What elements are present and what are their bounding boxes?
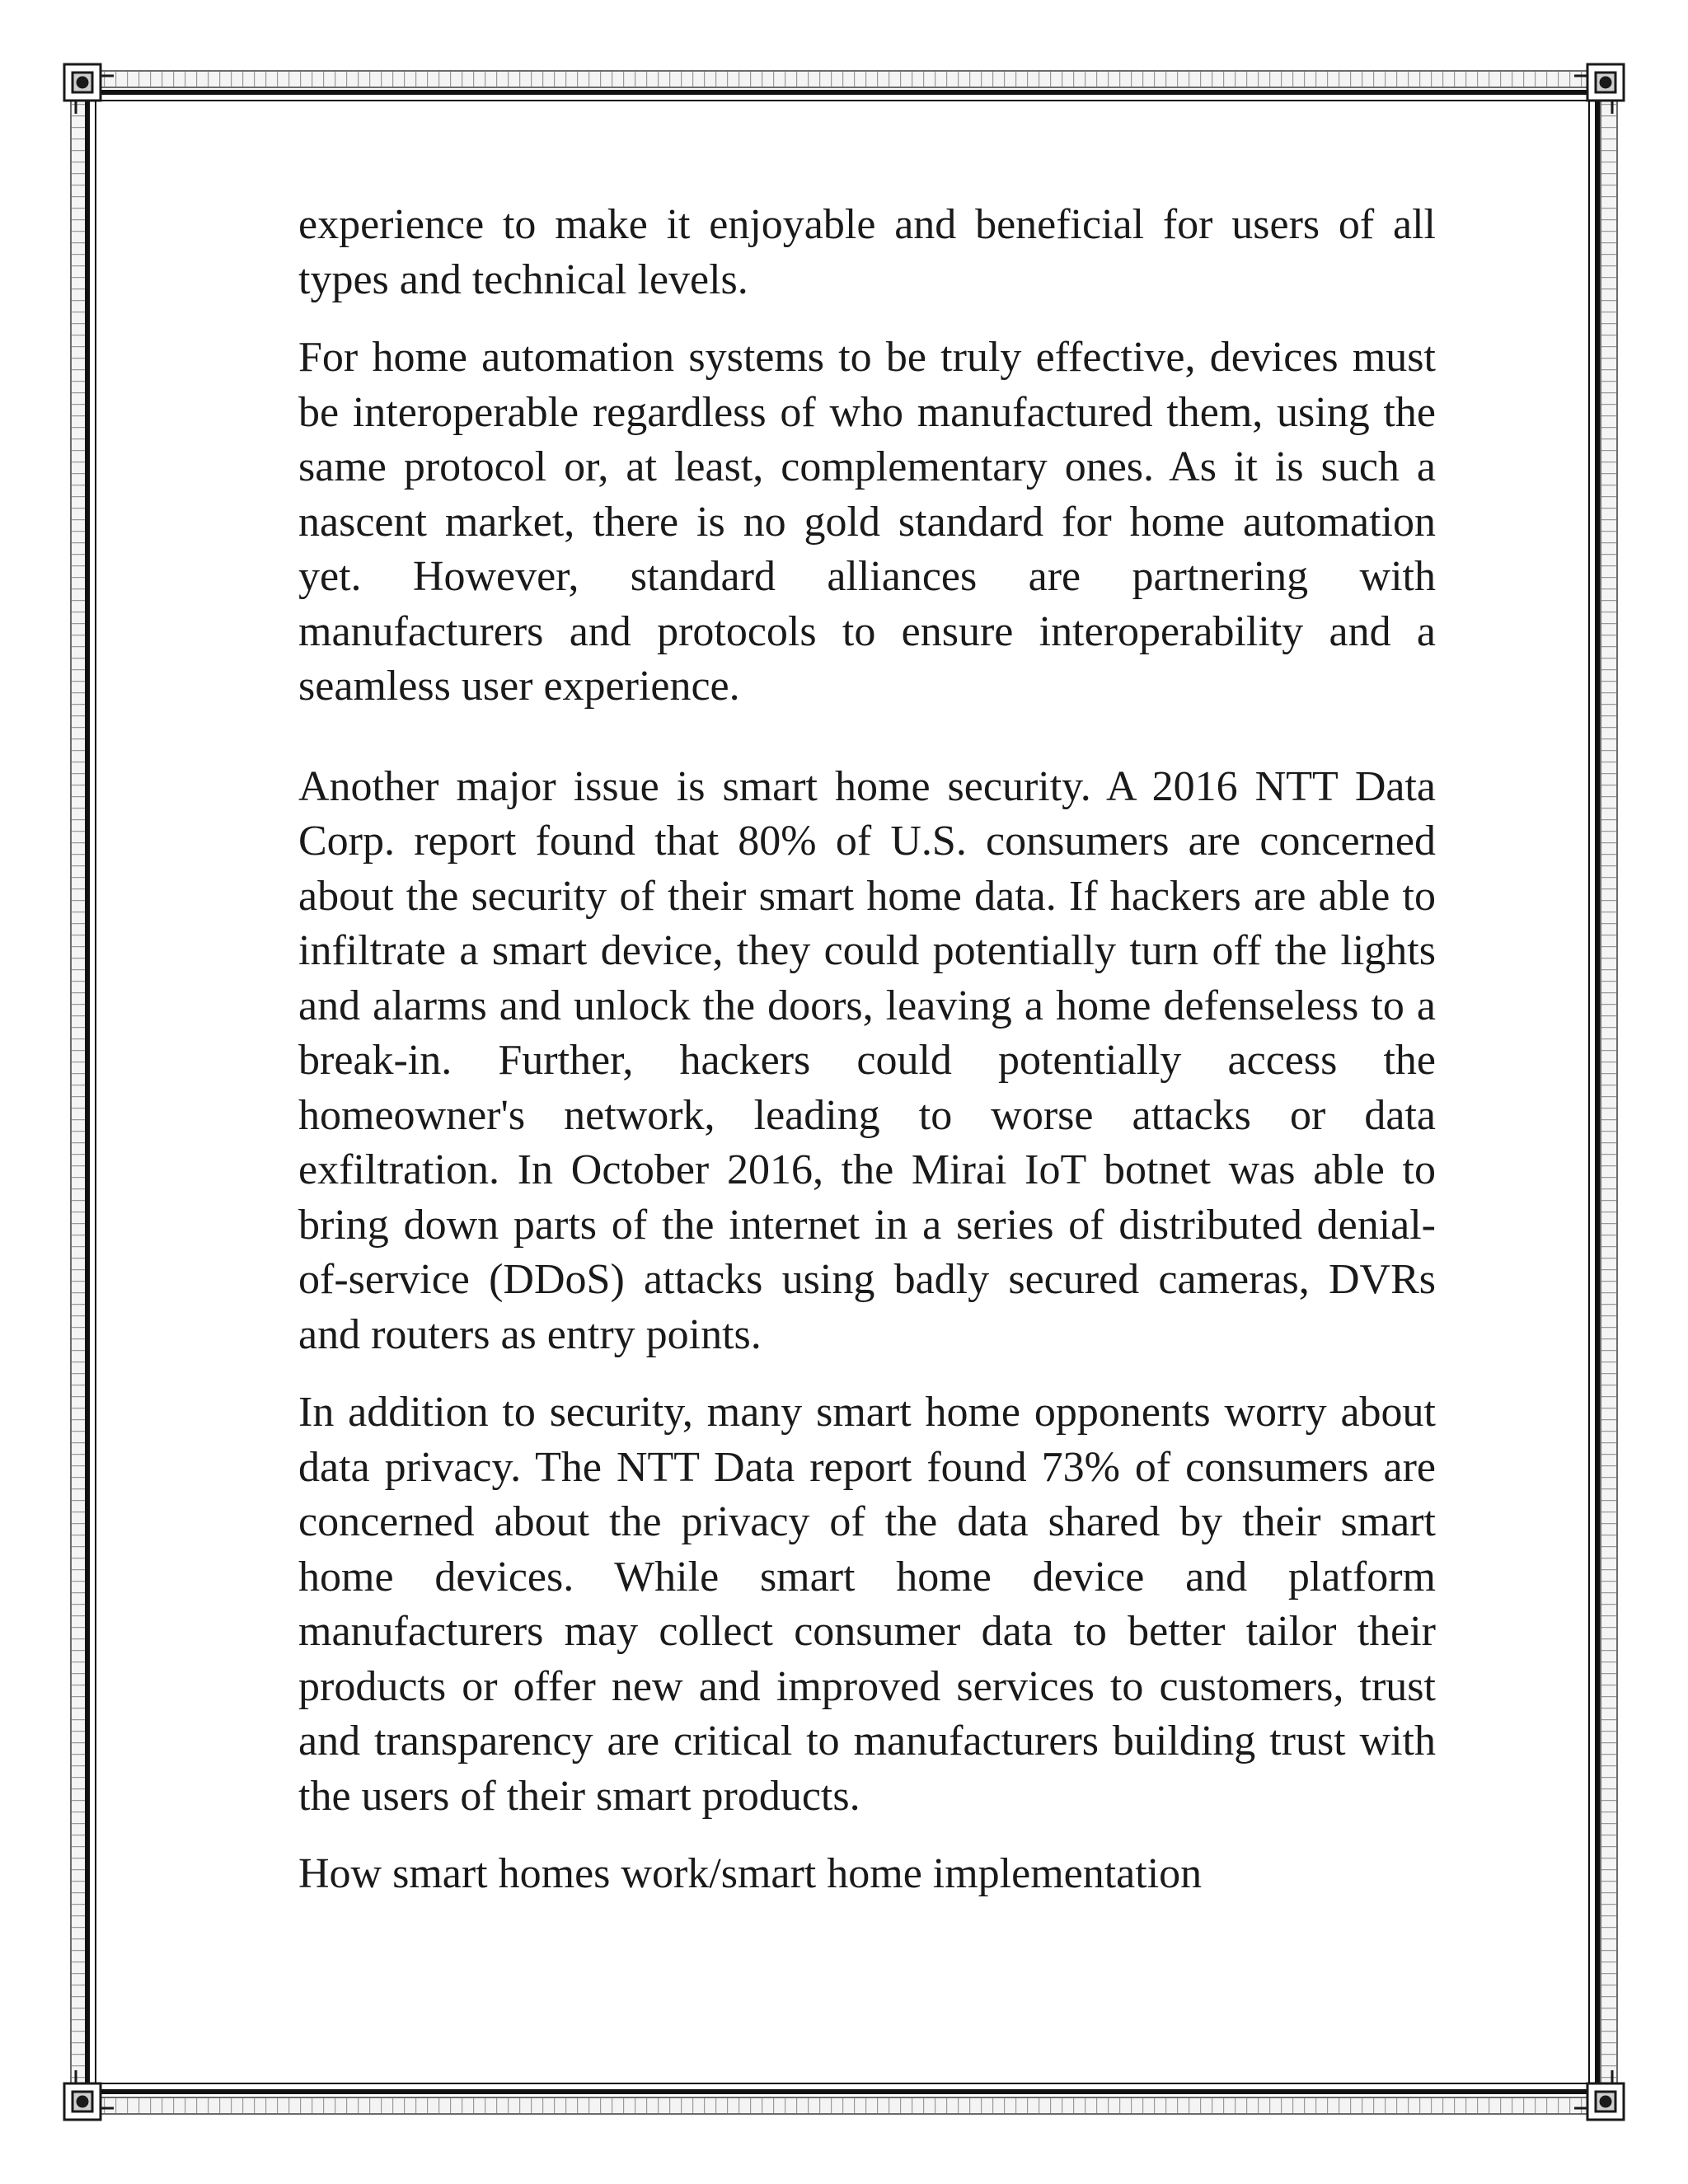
paragraph-3: Another major issue is smart home security. A 2016 NTT Data Corp. report found that 80% of U.S. consumers are concerned about the security of their smart home data. If hackers are able to infiltrate a smart device, they could potentially turn off the lights and alarms and unlock the doors, leaving a home defenseless to a break-in. Further, hackers could potentially access the homeowner's network, leading to worse attacks or data exfiltration. In October 2016, the Mirai IoT botnet was able to bring down parts of the internet in a series of distributed denial-of-service (DDoS) attacks using badly secured cameras, DVRs and routers as entry points. <box>298 762 1436 1358</box>
document-body <box>298 198 1436 1902</box>
section-heading: How smart homes work/smart home implementation <box>298 1850 1203 1897</box>
paragraph-2: For home automation systems to be truly effective, devices must be interoperable regardless of who manufactured them, using the same protocol or, at least, complementary ones. As it is such a nascent market, there is no gold standard for home automation yet. However, standard alliances are partnering with manufacturers and protocols to ensure interoperability and a seamless user experience. <box>298 334 1436 710</box>
paragraph-4: In addition to security, many smart home opponents worry about data privacy. The NTT Data report found 73% of consumers are concerned about the privacy of the data shared by their smart home devices. While smart home device and platform manufacturers may collect consumer data to better tailor their products or offer new and improved services to customers, trust and transparency are critical to manufacturers building trust with the users of their smart products. <box>298 1389 1436 1820</box>
paragraph-1: experience to make it enjoyable and beneficial for users of all types and technical levels. <box>298 201 1436 303</box>
